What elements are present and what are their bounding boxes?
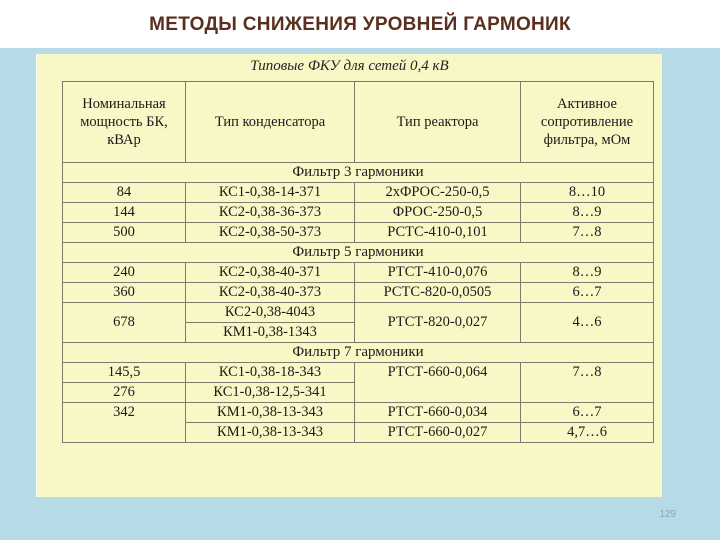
table-row [63, 263, 654, 283]
cell-power: 500 [63, 223, 186, 243]
fku-table [62, 81, 654, 443]
table-row [63, 283, 654, 303]
cell-power: 145,5 [63, 363, 186, 383]
cell-power: 276 [63, 383, 186, 403]
cell-power: 84 [63, 183, 186, 203]
cell-capacitor: КС2-0,38-40-371 [186, 263, 355, 283]
cell-resistance: 6…7 [521, 283, 654, 303]
cell-capacitor: КС2-0,38-50-373 [186, 223, 355, 243]
cell-resistance: 7…8 [521, 363, 654, 403]
cell-reactor: РТСТ-660-0,027 [355, 423, 521, 443]
section-title: Фильтр 3 гармоники [63, 163, 654, 183]
cell-reactor: РТСТ-660-0,064 [355, 363, 521, 403]
cell-power: 240 [63, 263, 186, 283]
cell-power: 144 [63, 203, 186, 223]
table-row [63, 203, 654, 223]
cell-resistance: 7…8 [521, 223, 654, 243]
cell-resistance: 8…9 [521, 203, 654, 223]
table-caption: Типовые ФКУ для сетей 0,4 кВ [250, 58, 449, 74]
cell-reactor: 2хФРОС-250-0,5 [355, 183, 521, 203]
table-figure [37, 54, 662, 497]
cell-reactor: РСТС-410-0,101 [355, 223, 521, 243]
section-title: Фильтр 5 гармоники [63, 243, 654, 263]
header-reactor-type: Тип реактора [355, 82, 521, 163]
cell-resistance: 8…10 [521, 183, 654, 203]
header-power: Номинальная мощность БК, кВАр [63, 82, 186, 163]
cell-resistance: 6…7 [521, 403, 654, 423]
page-number: 129 [659, 509, 676, 520]
cell-resistance: 4,7…6 [521, 423, 654, 443]
cell-capacitor: КМ1-0,38-13-343 [186, 403, 355, 423]
right-decor-bar [662, 54, 720, 540]
cell-reactor: РТСТ-660-0,034 [355, 403, 521, 423]
cell-reactor: РСТС-820-0,0505 [355, 283, 521, 303]
table-row [63, 303, 654, 323]
table-header-row [63, 82, 654, 163]
cell-capacitor: КС1-0,38-14-371 [186, 183, 355, 203]
cell-capacitor: КС1-0,38-18-343 [186, 363, 355, 383]
section-row [63, 343, 654, 363]
cell-power: 678 [63, 303, 186, 343]
section-row [63, 243, 654, 263]
cell-capacitor: КС1-0,38-12,5-341 [186, 383, 355, 403]
cell-capacitor: КС2-0,38-36-373 [186, 203, 355, 223]
header-resistance: Активное сопротивление фильтра, мОм [521, 82, 654, 163]
cell-resistance: 4…6 [521, 303, 654, 343]
cell-reactor: РТСТ-410-0,076 [355, 263, 521, 283]
table-row [63, 403, 654, 423]
bottom-decor-bar [0, 497, 720, 540]
left-decor-bar [0, 54, 36, 540]
header-capacitor-type: Тип конденсатора [186, 82, 355, 163]
cell-power: 342 [63, 403, 186, 443]
cell-capacitor: КС2-0,38-40-373 [186, 283, 355, 303]
table-row [63, 363, 654, 383]
cell-reactor: РТСТ-820-0,027 [355, 303, 521, 343]
cell-reactor: ФРОС-250-0,5 [355, 203, 521, 223]
cell-capacitor: КМ1-0,38-13-343 [186, 423, 355, 443]
section-row [63, 163, 654, 183]
table-row [63, 183, 654, 203]
cell-resistance: 8…9 [521, 263, 654, 283]
cell-capacitor: КС2-0,38-4043 [186, 303, 355, 323]
table-row [63, 223, 654, 243]
cell-power: 360 [63, 283, 186, 303]
slide-title: МЕТОДЫ СНИЖЕНИЯ УРОВНЕЙ ГАРМОНИК [149, 14, 571, 35]
cell-capacitor: КМ1-0,38-1343 [186, 323, 355, 343]
section-title: Фильтр 7 гармоники [63, 343, 654, 363]
